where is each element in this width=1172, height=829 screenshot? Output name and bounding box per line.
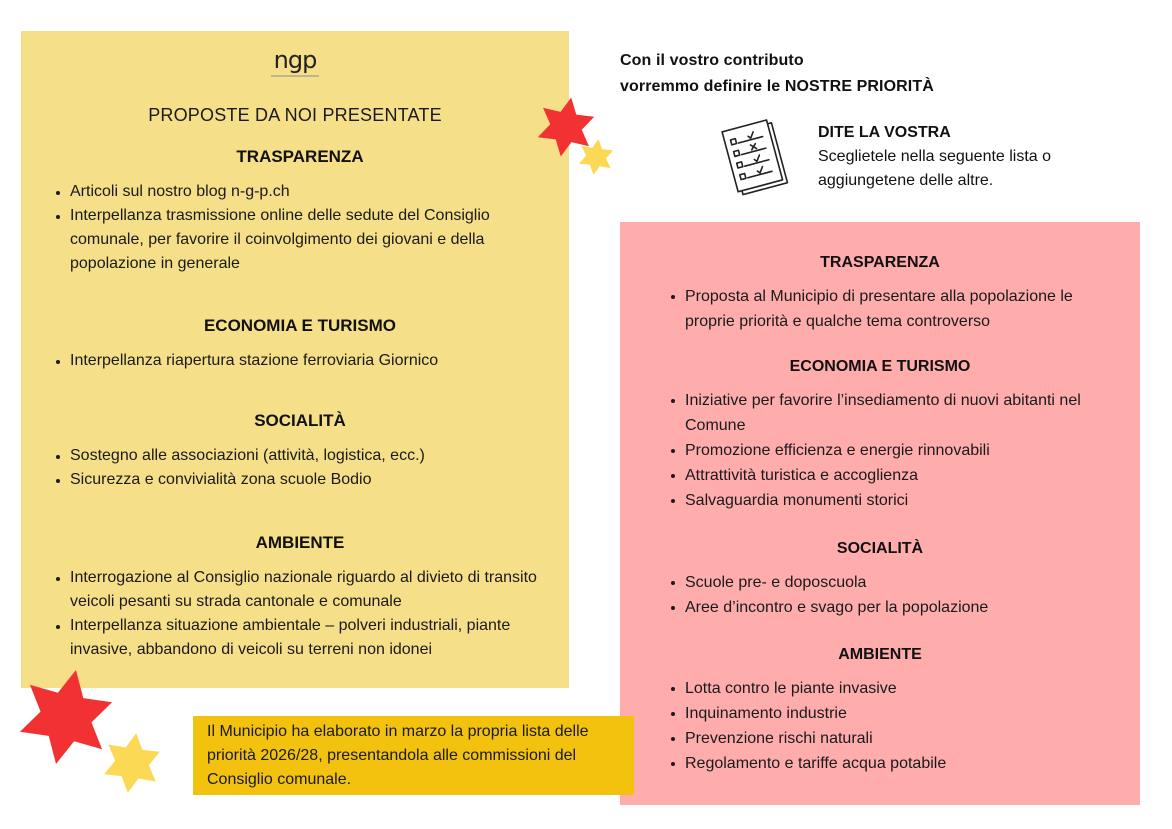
logo-subtitle-line — [271, 75, 319, 77]
right-section-economia — [666, 358, 1120, 513]
list-item: Articoli sul nostro blog n-g-p.ch — [51, 180, 549, 204]
bullet-list — [666, 676, 1120, 776]
bullet-list — [666, 570, 1120, 620]
list-item: Scuole pre- e doposcuola — [666, 570, 1120, 595]
bullet-list — [666, 388, 1120, 513]
bullet-list — [51, 349, 549, 373]
left-section-trasparenza — [51, 147, 549, 276]
section-heading: ECONOMIA E TURISMO — [789, 358, 971, 375]
logo-text: ngp — [273, 46, 317, 74]
bullet-list — [51, 444, 549, 492]
proposals-panel — [21, 31, 569, 688]
right-section-trasparenza — [666, 254, 1120, 334]
list-item: Iniziative per favorire l’insediamento di nuovi abitanti nel Comune — [666, 388, 1120, 438]
section-heading: AMBIENTE — [838, 646, 922, 663]
section-heading: AMBIENTE — [255, 533, 345, 552]
ngp-logo — [21, 46, 569, 77]
list-item: Regolamento e tariffe acqua potabile — [666, 751, 1120, 776]
list-item: Promozione efficienza e energie rinnovabili — [666, 438, 1120, 463]
bullet-list — [51, 180, 549, 276]
list-item: Salvaguardia monumenti storici — [666, 488, 1120, 513]
checklist-icon — [712, 118, 800, 198]
municipio-info-box: Il Municipio ha elaborato in marzo la propria lista delle priorità 2026/28, presentandola alle commissioni del Consiglio comunale. — [193, 716, 634, 795]
yellow-star-icon — [98, 732, 166, 794]
dite-line-2: aggiungetene delle altre. — [818, 172, 994, 189]
section-heading: TRASPARENZA — [236, 147, 364, 166]
intro-heading — [620, 48, 934, 100]
right-section-socialita — [666, 540, 1120, 620]
list-item: Inquinamento industrie — [666, 701, 1120, 726]
list-item: Aree d’incontro e svago per la popolazione — [666, 595, 1120, 620]
bullet-list — [51, 566, 549, 662]
list-item: Interpellanza situazione ambientale – polveri industriali, piante invasive, abbandono di veicoli su terreni non idonei — [51, 614, 549, 662]
intro-line-1: Con il vostro contributo — [620, 52, 804, 69]
list-item: Interpellanza trasmissione online delle sedute del Consiglio comunale, per favorire il coinvolgimento dei giovani e della popolazione in generale — [51, 204, 549, 276]
list-item: Sostegno alle associazioni (attività, logistica, ecc.) — [51, 444, 549, 468]
section-heading: ECONOMIA E TURISMO — [203, 316, 397, 335]
left-section-ambiente — [51, 533, 549, 662]
priorities-panel — [620, 222, 1140, 805]
list-item: Prevenzione rischi naturali — [666, 726, 1120, 751]
list-item: Attrattività turistica e accoglienza — [666, 463, 1120, 488]
section-heading: SOCIALITÀ — [254, 411, 346, 430]
dite-la-vostra-block — [818, 121, 1051, 193]
intro-line-2: vorremmo definire le NOSTRE PRIORITÀ — [620, 78, 934, 95]
list-item: Interpellanza riapertura stazione ferroviaria Giornico — [51, 349, 549, 373]
proposals-title: PROPOSTE DA NOI PRESENTATE — [148, 105, 442, 125]
left-section-socialita — [51, 411, 549, 492]
list-item: Proposta al Municipio di presentare alla popolazione le proprie priorità e qualche tema controverso — [666, 284, 1120, 334]
yellow-star-icon — [576, 138, 616, 176]
dite-heading: DITE LA VOSTRA — [818, 124, 951, 141]
list-item: Lotta contro le piante invasive — [666, 676, 1120, 701]
list-item: Interrogazione al Consiglio nazionale riguardo al divieto di transito veicoli pesanti su strada cantonale e comunale — [51, 566, 549, 614]
section-heading: TRASPARENZA — [820, 254, 940, 271]
section-heading: SOCIALITÀ — [836, 540, 924, 557]
right-section-ambiente — [666, 646, 1120, 776]
left-section-economia — [51, 316, 549, 373]
bullet-list — [666, 284, 1120, 334]
dite-line-1: Sceglietele nella seguente lista o — [818, 148, 1052, 165]
list-item: Sicurezza e convivialità zona scuole Bodio — [51, 468, 549, 492]
